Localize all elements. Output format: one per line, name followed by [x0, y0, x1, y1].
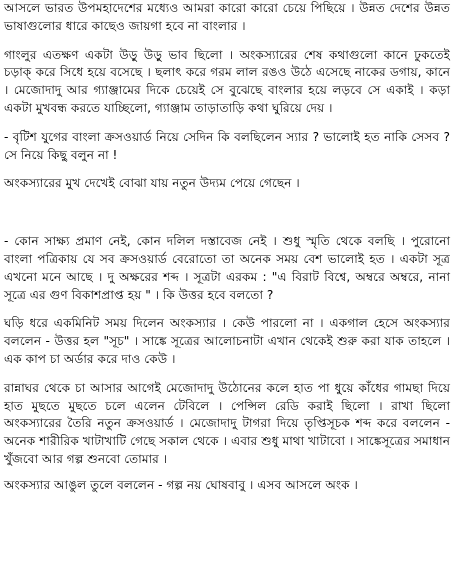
paragraph-1: আসলে ভারত উপমহাদেশের মধ্যেও আমরা কারো কারো চেয়ে পিছিয়ে । উন্নত দেশের উন্নত ভাষাগুলোর ধারে কাছেও জায়গা হবে না বাংলার ।: [4, 1, 450, 33]
paragraph-2: গাংলুর এতক্ষণ একটা উড়ু উড়ু ভাব ছিলো । অংকস্যারের শেষ কথাগুলো কানে ঢুকতেই চড়াক্ করে সিধে হয়ে বসেছে । ছলাৎ করে গরম লাল রঙও উঠে এসেছে নাকের ডগায়, কানে । মেজোদাদু আর গ্যাঞ্জামের দিকে চেয়েই সে বুঝেছে বাংলার হয়ে লড়বে সে একাই । কড়া একটা মুখবন্ধ করতে যাচ্ছিলো, গ্যাঞ্জাম তাড়াতাড়ি কথা ঘুরিয়ে দেয় ।: [4, 47, 450, 115]
paragraph-7: রান্নাঘর থেকে চা আসার আগেই মেজোদাদু উঠোনের কলে হাত পা ধুয়ে কাঁধের গামছা দিয়ে হাত মুছতে মুছতে চলে এলেন টেবিলে । পেন্সিল রেডি করাই ছিলো । রাখা ছিলো অংকস্যারের তৈরি নতুন ক্রসওয়ার্ড । মেজোদাদু টাগরা দিয়ে তৃপ্তিসূচক শব্দ করে বললেন - অনেক শারীরিক খাটাখাটি গেছে সকাল থেকে । এবার শুধু মাথা খাটাবো । সাঙ্কেসূত্রের সমাধান খুঁজবো আর গল্প শুনবো তোমার ।: [4, 380, 450, 466]
paragraph-6: ঘড়ি ধরে একমিনিট সময় দিলেন অংকস্যার । কেউ পারলো না । একগাল হেসে অংকস্যার বললেন - উত্তর হল "সূচ" । সাঙ্কে সূত্রের আলোচনাটা এখান থেকেই শুরু করা যাক তাহলে । এক কাপ চা অর্ডার করে দাও কেউ ।: [4, 316, 450, 366]
paragraph-5: - কোন সাক্ষ্য প্রমাণ নেই, কোন দলিল দস্তাবেজ নেই । শুধু স্মৃতি থেকে বলছি । পুরোনো বাংলা পত্রিকায় যে সব ক্রসওয়ার্ড বেরোতো তা অনেক সময় বেশ ভালোই হত । একটা সূত্র এখনো মনে আছে । দু অক্ষরের শব্দ । সূত্রটা এরকম : "এ বিরাট বিশ্বে, অম্বরে অম্বরে, নানা সূত্রে এর গুণ বিকাশপ্রাপ্ত হয় " । কি উত্তর হবে বলতো ?: [4, 234, 450, 302]
paragraph-8: অংকস্যার আঙুল তুলে বললেন - গল্প নয় ঘোষবাবু । এসব আসলে অংক ।: [4, 477, 358, 492]
paragraph-3: - বৃটিশ যুগের বাংলা ক্রসওয়ার্ড নিয়ে সেদিন কি বলছিলেন স্যার ? ভালোই হত নাকি সেসব ? সে নিয়ে কিছু বলুন না !: [4, 129, 450, 162]
paragraph-4: অংকস্যারের মুখ দেখেই বোঝা যায় নতুন উদ্যম পেয়ে গেছেন ।: [4, 176, 300, 191]
